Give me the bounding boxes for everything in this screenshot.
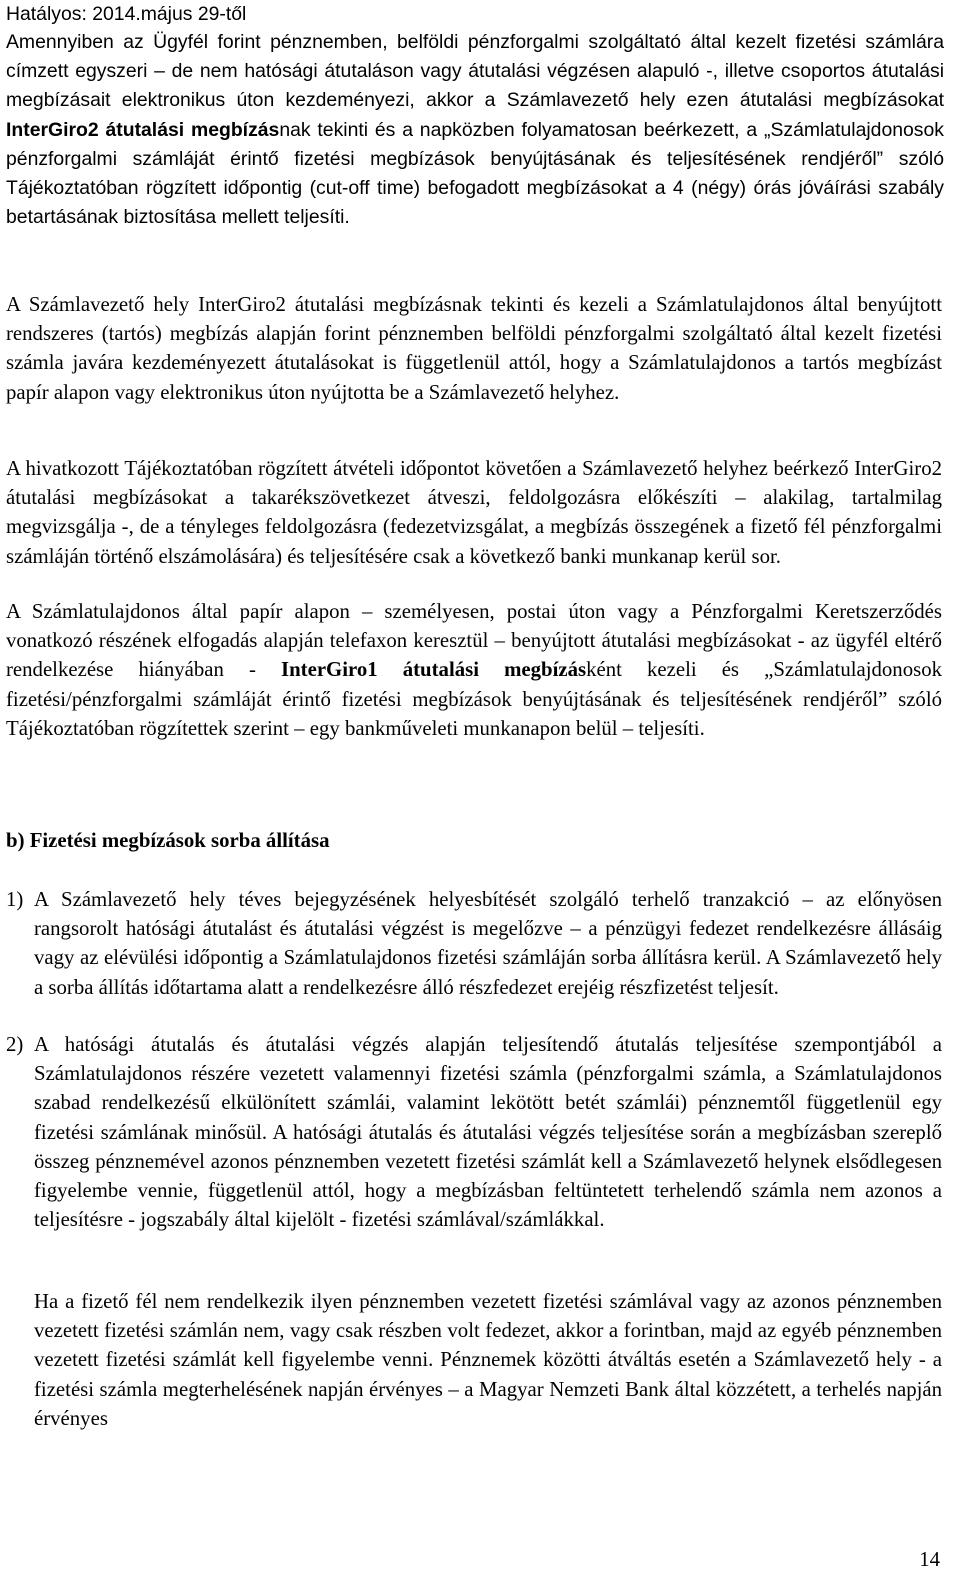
- page-number: 14: [919, 1548, 940, 1571]
- list-item-text: A hatósági átutalás és átutalási végzés alapján teljesítendő átutalás teljesítése szempontjából a Számlatulajdonos részére vezetett valamennyi fizetési számla (pénzforgalmi számla, a Számlatulajdonos szabad rendelkezésű elkülönített számlái, valamint lekötött betét számlái) pénznemtől függetlenül egy fizetési számlának minősül. A hatósági átutalás és átutalási végzés teljesítése során a megbízásban szereplő összeg pénznemével azonos pénznemben vezetett fizetési számlát kell a Számlavezető helynek elsődlegesen figyelembe vennie, függetlenül attól, hogy a megbízásban feltüntetett terhelendő számla nem azonos a teljesítésre - jogszabály által kijelölt - fizetési számlával/számlákkal.: [34, 1033, 942, 1232]
- paragraph-text: Amennyiben az Ügyfél forint pénznemben, belföldi pénzforgalmi szolgáltató által kezelt fizetési számlára címzett egyszeri – de nem hatósági átutaláson vagy átutalási végzésen alapuló -, illetve csoportos átutalási megbízásait elektronikus úton kezdeményezi, akkor a Számlavezető hely ezen átutalási megbízásokat: [6, 31, 944, 112]
- section-heading: b) Fizetési megbízások sorba állítása: [6, 829, 330, 852]
- paragraph-intergiro2-electronic: [6, 28, 944, 232]
- effective-date-header: Hatályos: 2014.május 29-től: [6, 3, 247, 25]
- bold-term-intergiro1: InterGiro1 átutalási megbízás: [281, 658, 587, 682]
- list-item-text: A Számlavezető hely téves bejegyzésének helyesbítését szolgáló terhelő tranzakció – az előnyösen rangsorolt hatósági átutalást és átutalási végzést is megelőzve – a pénzügyi fedezet rendelkezésre állásáig vagy az elévülési időpontig a Számlatulajdonos fizetési számláján sorba állításra kerül. A Számlavezető hely a sorba állítás időtartama alatt a rendelkezésre álló részfedezet erejéig részfizetést teljesít.: [34, 888, 942, 999]
- bold-term-intergiro2: InterGiro2 átutalási megbízás: [6, 118, 280, 141]
- paragraph-cutoff-processing: A hivatkozott Tájékoztatóban rögzített átvételi időpontot követően a Számlavezető helyhez beérkező InterGiro2 átutalási megbízásokat a takarékszövetkezet átveszi, feldolgozásra előkészíti – alakilag, tartalmilag megvizsgálja -, de a tényleges feldolgozásra (fedezetvizsgálat, a megbízás összegének a fizető fél pénzforgalmi számláján történő elszámolására) és teljesítésére csak a következő banki munkanap kerül sor.: [6, 457, 942, 568]
- paragraph-paper-based-intergiro1: [6, 597, 942, 743]
- list-number: 1): [6, 888, 24, 911]
- paragraph-standing-order: A Számlavezető hely InterGiro2 átutalási megbízásnak tekinti és kezeli a Számlatulajdonos által benyújtott rendszeres (tartós) megbízás alapján forint pénznemben belföldi pénzforgalmi szolgáltató által kezelt fizetési számla javára kezdeményezett átutalásokat is függetlenül attól, hogy a Számlatulajdonos a tartós megbízást papír alapon vagy elektronikus úton nyújtotta be a Számlavezető helyhez.: [6, 293, 942, 404]
- list-item-continuation: Ha a fizető fél nem rendelkezik ilyen pénznemben vezetett fizetési számlával vagy az azonos pénznemben vezetett fizetési számlán nem, vagy csak részben volt fedezet, akkor a forintban, majd az egyéb pénznemben vezetett fizetési számlát kell figyelembe venni. Pénznemek közötti átváltás esetén a Számlavezető hely - a fizetési számla megterhelésének napján érvényes – a Magyar Nemzeti Bank által közzétett, a terhelés napján érvényes: [34, 1290, 942, 1430]
- paragraph-text: ként kezeli és „Számlatulajdonosok fizetési/pénzforgalmi számláját érintő fizetési megbízások benyújtásának és teljesítésének rendjéről” szóló Tájékoztatóban rögzítettek szerint – egy bankműveleti munkanapon belül – teljesíti.: [6, 658, 942, 740]
- paragraph-text: nak tekinti és a napközben folyamatosan beérkezett, a „Számlatulajdonosok pénzforgalmi számláját érintő fizetési megbízások benyújtásának és teljesítésének rendjéről” szóló Tájékoztatóban rögzített időpontig (cut-off time) befogadott megbízásokat a 4 (négy) órás jóváírási szabály betartásának biztosítása mellett teljesíti.: [6, 118, 944, 229]
- list-number: 2): [6, 1033, 24, 1056]
- paragraph-text: A Számlatulajdonos által papír alapon – személyesen, postai úton vagy a Pénzforgalmi Keretszerződés vonatkozó részének elfogadás alapján telefaxon keresztül – benyújtott átutalási megbízásokat - az ügyfél eltérő rendelkezése hiányában -: [6, 600, 942, 682]
